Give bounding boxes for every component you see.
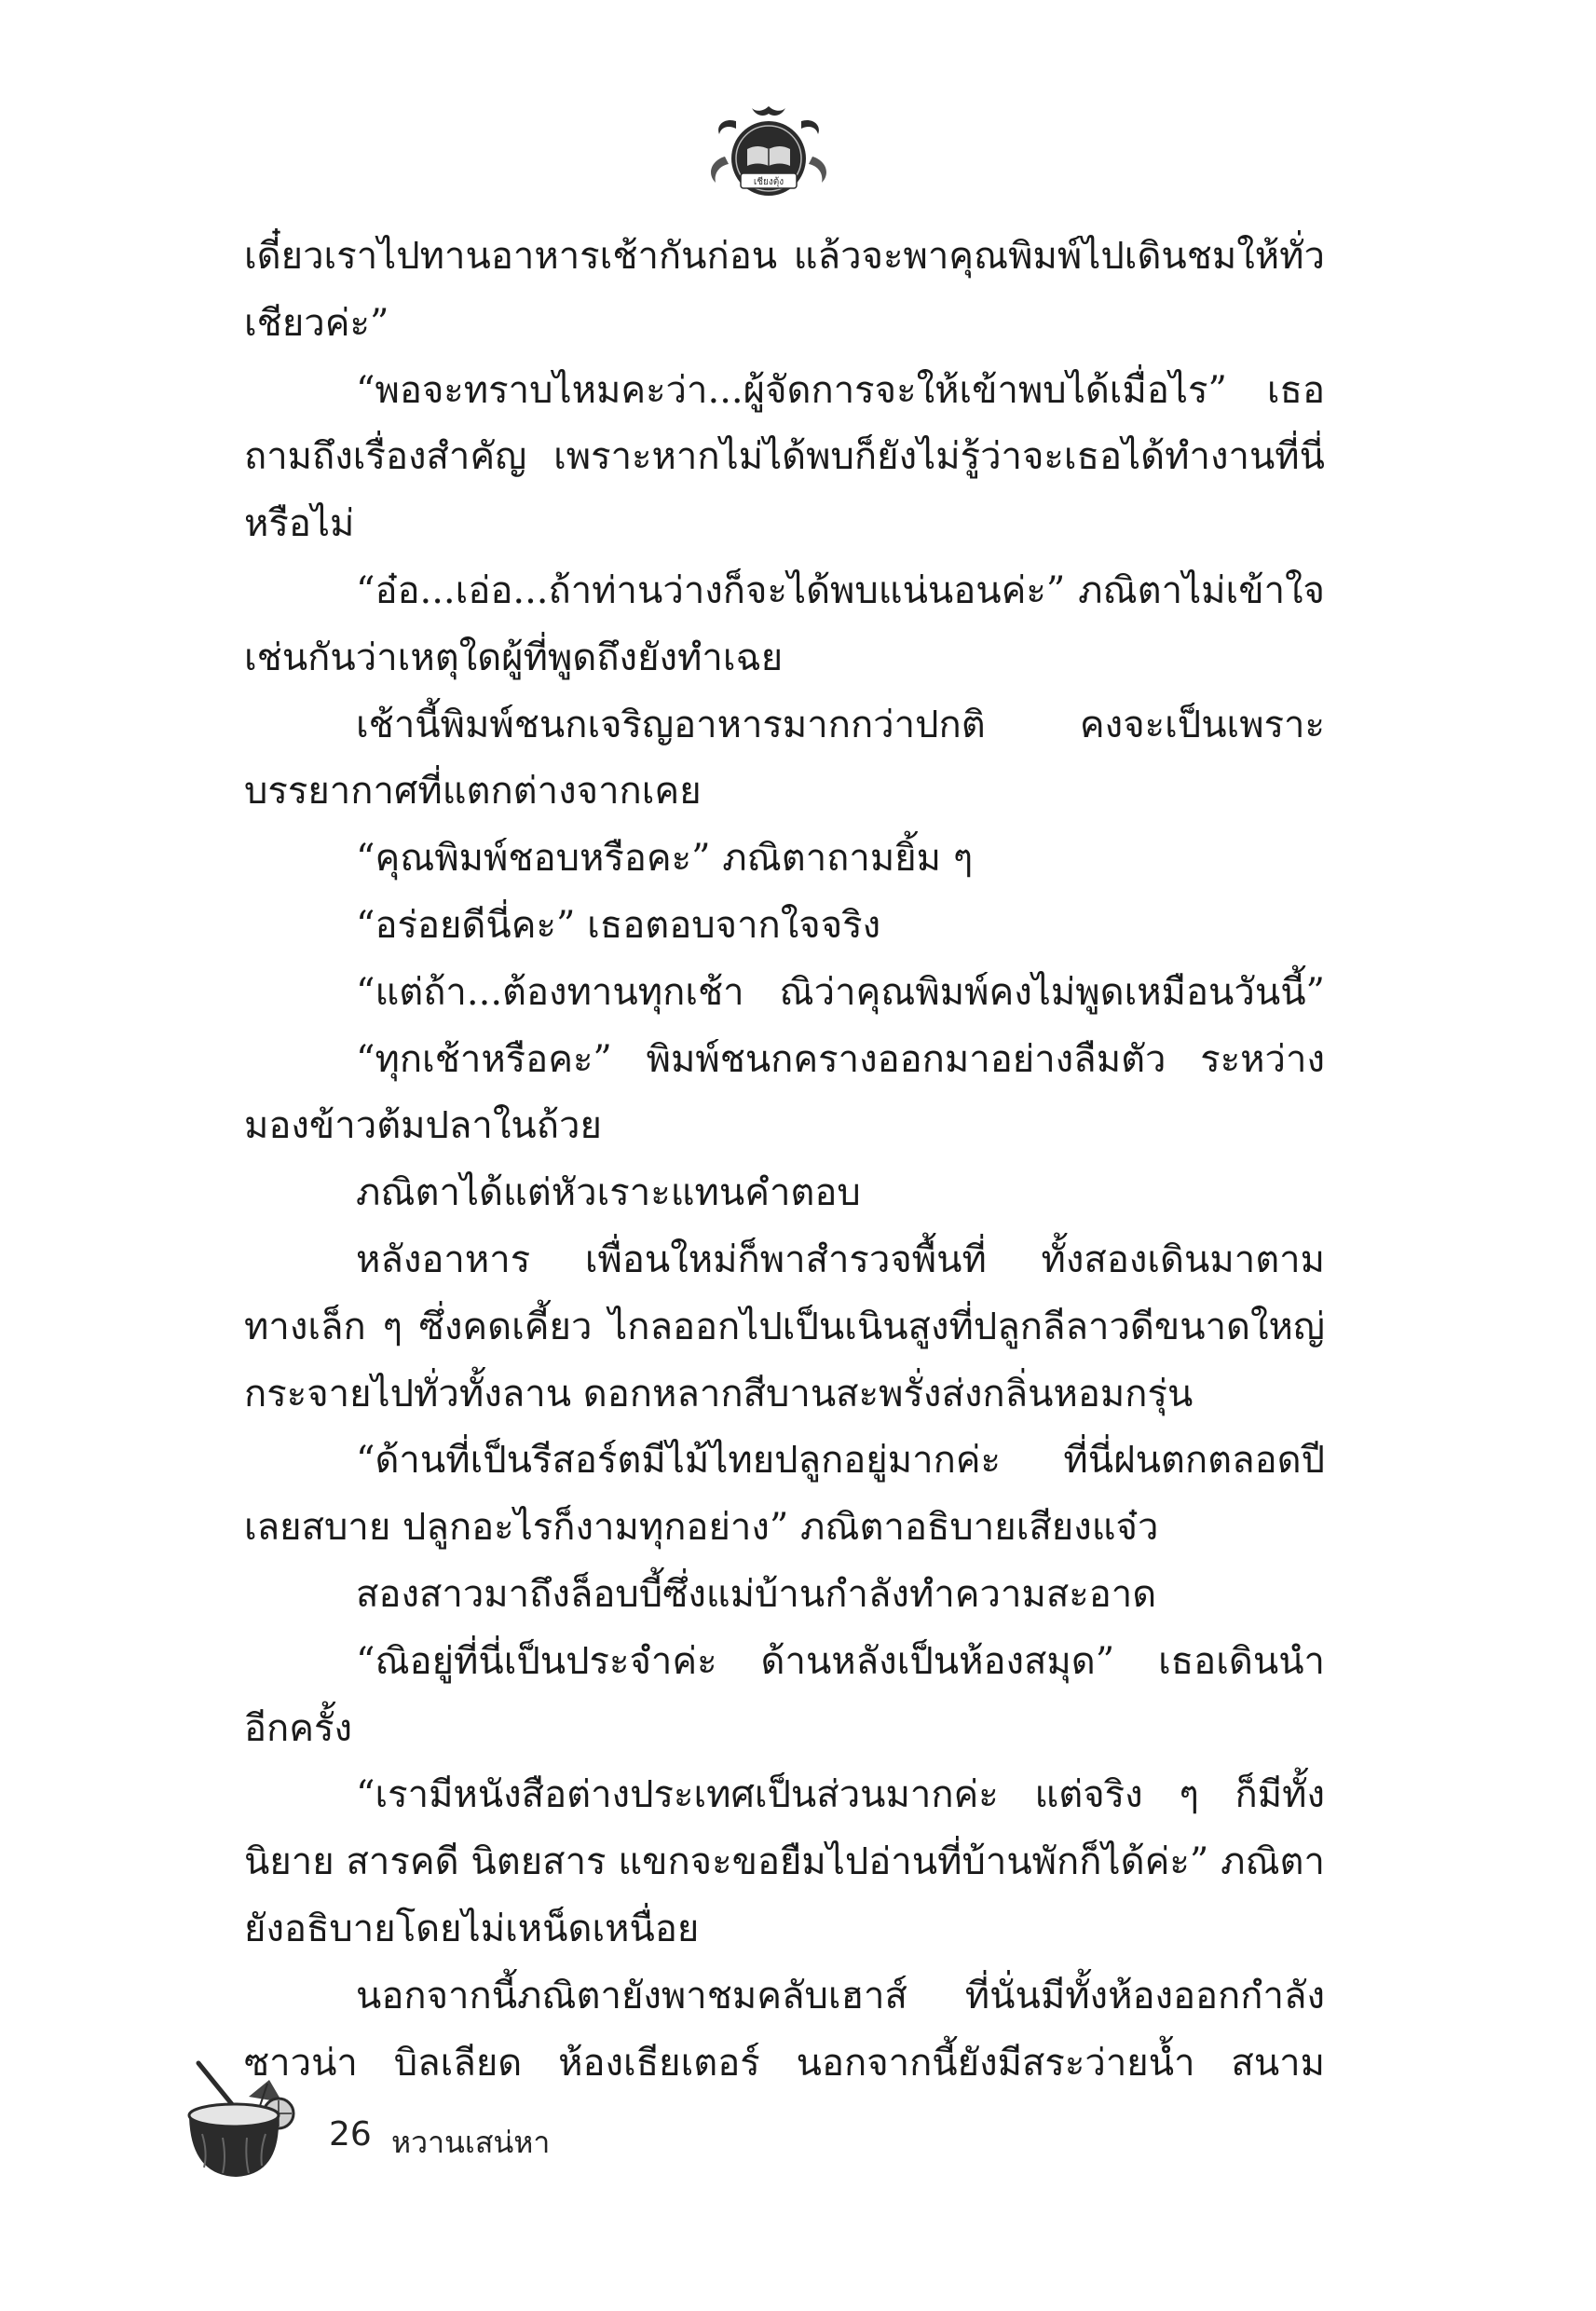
text-line: “พอจะทราบไหมคะว่า...ผู้จัดการจะให้เข้าพบได้เมื่อไร” เธอ — [356, 368, 1325, 412]
text-line: สองสาวมาถึงล็อบบี้ซึ่งแม่บ้านกำลังทำความสะอาด — [356, 1572, 1157, 1616]
text-line: เช่นกันว่าเหตุใดผู้ที่พูดถึงยังทำเฉย — [244, 636, 784, 679]
page-footer — [182, 2059, 834, 2181]
text-line: “แต่ถ้า...ต้องทานทุกเช้า ณิว่าคุณพิมพ์คงไม่พูดเหมือนวันนี้” — [356, 970, 1325, 1014]
text-line: หลังอาหาร เพื่อนใหม่ก็พาสำรวจพื้นที่ ทั้งสองเดินมาตาม — [356, 1238, 1325, 1281]
book-title: หวานเสน่หา — [391, 2125, 551, 2160]
text-line: หรือไม่ — [244, 502, 355, 546]
body-text — [244, 224, 1325, 2097]
text-line: “คุณพิมพ์ชอบหรือคะ” ภณิตาถามยิ้ม ๆ — [356, 837, 974, 881]
text-line: อีกครั้ง — [244, 1706, 353, 1750]
text-line: บรรยากาศที่แตกต่างจากเคย — [244, 770, 702, 814]
text-line: ซาวน่า บิลเลียด ห้องเธียเตอร์ นอกจากนี้ยังมีสระว่ายน้ำ สนาม — [244, 2041, 1325, 2085]
text-line: ถามถึงเรื่องสำคัญ เพราะหากไม่ได้พบก็ยังไม่รู้ว่าจะเธอได้ทำงานที่นี่ — [244, 435, 1325, 479]
page-number: 26 — [329, 2115, 372, 2154]
text-line: เชียวค่ะ” — [244, 301, 389, 345]
text-line: มองข้าวต้มปลาในถ้วย — [244, 1104, 602, 1148]
text-line: กระจายไปทั่วทั้งลาน ดอกหลากสีบานสะพรั่งส่งกลิ่นหอมกรุ่น — [244, 1372, 1194, 1415]
text-line: เช้านี้พิมพ์ชนกเจริญอาหารมากกว่าปกติ คงจะเป็นเพราะ — [356, 703, 1325, 746]
text-line: “ณิอยู่ที่นี่เป็นประจำค่ะ ด้านหลังเป็นห้องสมุด” เธอเดินนำ — [356, 1639, 1325, 1683]
text-line: “อร่อยดีนี่คะ” เธอตอบจากใจจริง — [356, 903, 881, 947]
coconut-drink-icon — [182, 2059, 321, 2181]
text-line: นิยาย สารคดี นิตยสาร แขกจะขอยืมไปอ่านที่บ้านพักก็ได้ค่ะ” ภณิตา — [244, 1840, 1325, 1884]
text-line: ยังอธิบายโดยไม่เหน็ดเหนื่อย — [244, 1907, 700, 1950]
text-line: “ด้านที่เป็นรีสอร์ตมีไม้ไทยปลูกอยู่มากค่ะ ที่นี่ฝนตกตลอดปี — [356, 1439, 1325, 1483]
text-line: “ทุกเช้าหรือคะ” พิมพ์ชนกครางออกมาอย่างลืมตัว ระหว่าง — [356, 1037, 1325, 1081]
text-line: เดี๋ยวเราไปทานอาหารเช้ากันก่อน แล้วจะพาคุณพิมพ์ไปเดินชมให้ทั่ว — [244, 235, 1325, 278]
text-line: “เรามีหนังสือต่างประเทศเป็นส่วนมากค่ะ แต่จริง ๆ ก็มีทั้ง — [356, 1773, 1325, 1817]
text-line: ทางเล็ก ๆ ซึ่งคดเคี้ยว ไกลออกไปเป็นเนินสูงที่ปลูกลีลาวดีขนาดใหญ่ — [244, 1305, 1325, 1348]
text-line: “อ๋อ...เอ่อ...ถ้าท่านว่างก็จะได้พบแน่นอนค่ะ” ภณิตาไม่เข้าใจ — [356, 568, 1325, 612]
text-line: นอกจากนี้ภณิตายังพาชมคลับเฮาส์ ที่นั่นมีทั้งห้องออกกำลัง — [356, 1974, 1325, 2017]
ornament-logo-icon — [699, 101, 839, 203]
text-line: ภณิตาได้แต่หัวเราะแทนคำตอบ — [356, 1171, 861, 1215]
logo-text: เชียงตุ้ง — [753, 177, 784, 187]
text-line: เลยสบาย ปลูกอะไรก็งามทุกอย่าง” ภณิตาอธิบายเสียงแจ๋ว — [244, 1506, 1159, 1550]
